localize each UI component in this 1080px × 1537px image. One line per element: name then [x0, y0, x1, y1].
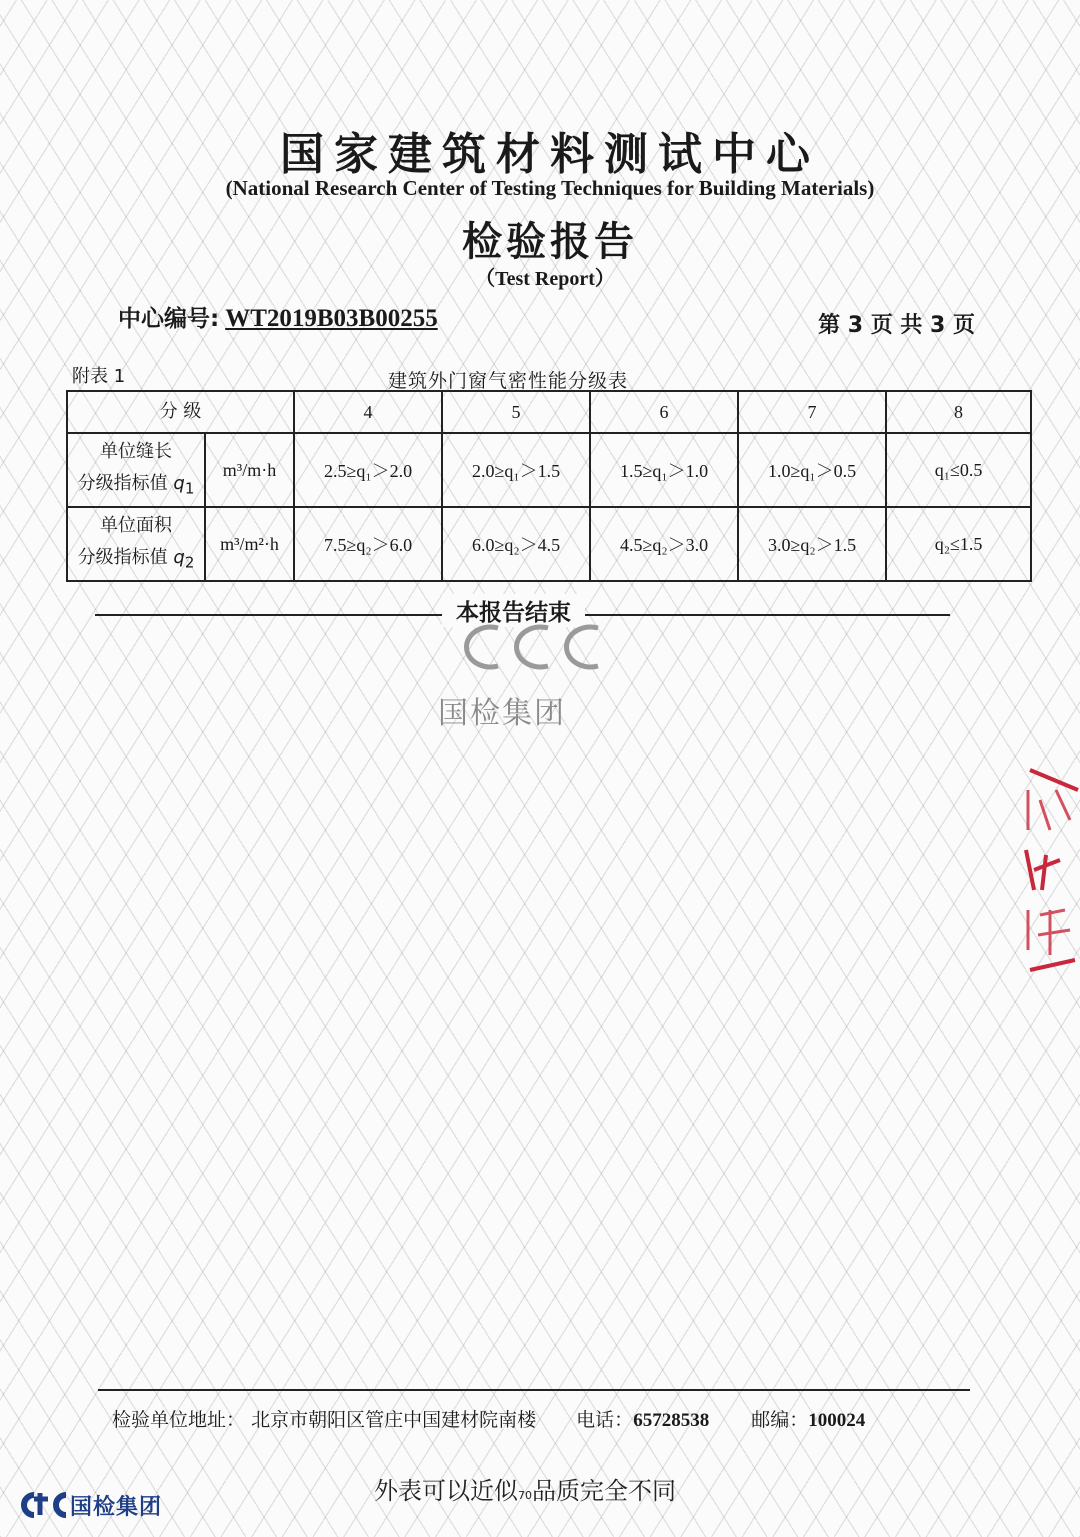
value-cell: 2.5≥q₁＞2.0	[294, 433, 442, 507]
grade-table	[66, 390, 1032, 582]
address: 北京市朝阳区管庄中国建材院南楼	[251, 1409, 537, 1431]
appendix-label: 附表 1	[72, 366, 126, 387]
postcode: 100024	[808, 1410, 866, 1431]
value-cell: 1.0≥q₁＞0.5	[738, 433, 886, 507]
value-cell: 7.5≥q₂＞6.0	[294, 507, 442, 581]
grade-cell: 8	[886, 391, 1031, 433]
grade-cell: 6	[590, 391, 738, 433]
center-name-en: (National Research Center of Testing Techniques for Building Materials)	[225, 176, 875, 200]
grade-cell: 7	[738, 391, 886, 433]
row-label-line1: 单位缝长	[100, 440, 172, 462]
value-cell: 2.0≥q₁＞1.5	[442, 433, 590, 507]
watermark-text-before: 外表可以近似	[374, 1477, 518, 1505]
row-label-line1: 单位面积	[100, 514, 172, 536]
row-label-line2: 分级指标值	[77, 472, 168, 494]
center-number-value: WT2019B03B00255	[225, 305, 438, 332]
table-row	[67, 507, 1031, 581]
row-symbol-sub: 2	[184, 553, 195, 572]
center-name-cn: 国家建筑材料测试中心	[280, 129, 820, 180]
row-label	[67, 433, 205, 507]
report-title-cn: 检验报告	[462, 219, 638, 265]
row-symbol: q	[173, 546, 185, 568]
ccic-logo-mark-icon	[458, 616, 618, 676]
end-of-report-text: 本报告结束	[442, 594, 585, 627]
phone-label: 电话：	[576, 1409, 634, 1431]
address-label: 检验单位地址：	[112, 1409, 246, 1431]
watermark-text-after: 品质完全不同	[532, 1477, 676, 1505]
footer-rule	[98, 1389, 970, 1391]
postcode-label: 邮编：	[751, 1409, 809, 1431]
center-number	[118, 300, 438, 333]
row-symbol-sub: 1	[184, 479, 195, 498]
bottom-watermark	[374, 1471, 676, 1506]
phone: 65728538	[633, 1410, 710, 1431]
table-title: 建筑外门窗气密性能分级表	[388, 370, 629, 392]
value-cell: 4.5≥q₂＞3.0	[590, 507, 738, 581]
value-cell: q₁≤0.5	[886, 433, 1031, 507]
unit-cell: m³/m·h	[205, 433, 294, 507]
group-logo-text: 国检集团	[438, 696, 566, 731]
report-title-en: （Test Report）	[475, 268, 615, 290]
row-label-line2: 分级指标值	[77, 546, 168, 568]
row-symbol: q	[173, 472, 185, 494]
page-info: 第 3 页 共 3 页	[818, 313, 975, 338]
watermark-small: 70	[518, 1489, 532, 1502]
value-cell: q₂≤1.5	[886, 507, 1031, 581]
center-number-label: 中心编号:	[118, 306, 220, 332]
red-seal-icon	[1020, 760, 1080, 990]
table-header-row	[67, 391, 1031, 433]
row-label	[67, 507, 205, 581]
value-cell: 3.0≥q₂＞1.5	[738, 507, 886, 581]
value-cell: 1.5≥q₁＞1.0	[590, 433, 738, 507]
unit-cell: m³/m²·h	[205, 507, 294, 581]
table-row	[67, 433, 1031, 507]
grade-cell: 4	[294, 391, 442, 433]
ctc-brand-text: 国检集团	[70, 1495, 163, 1520]
grade-label: 分 级	[67, 391, 294, 433]
footer-contact	[112, 1405, 865, 1432]
grade-cell: 5	[442, 391, 590, 433]
value-cell: 6.0≥q₂＞4.5	[442, 507, 590, 581]
